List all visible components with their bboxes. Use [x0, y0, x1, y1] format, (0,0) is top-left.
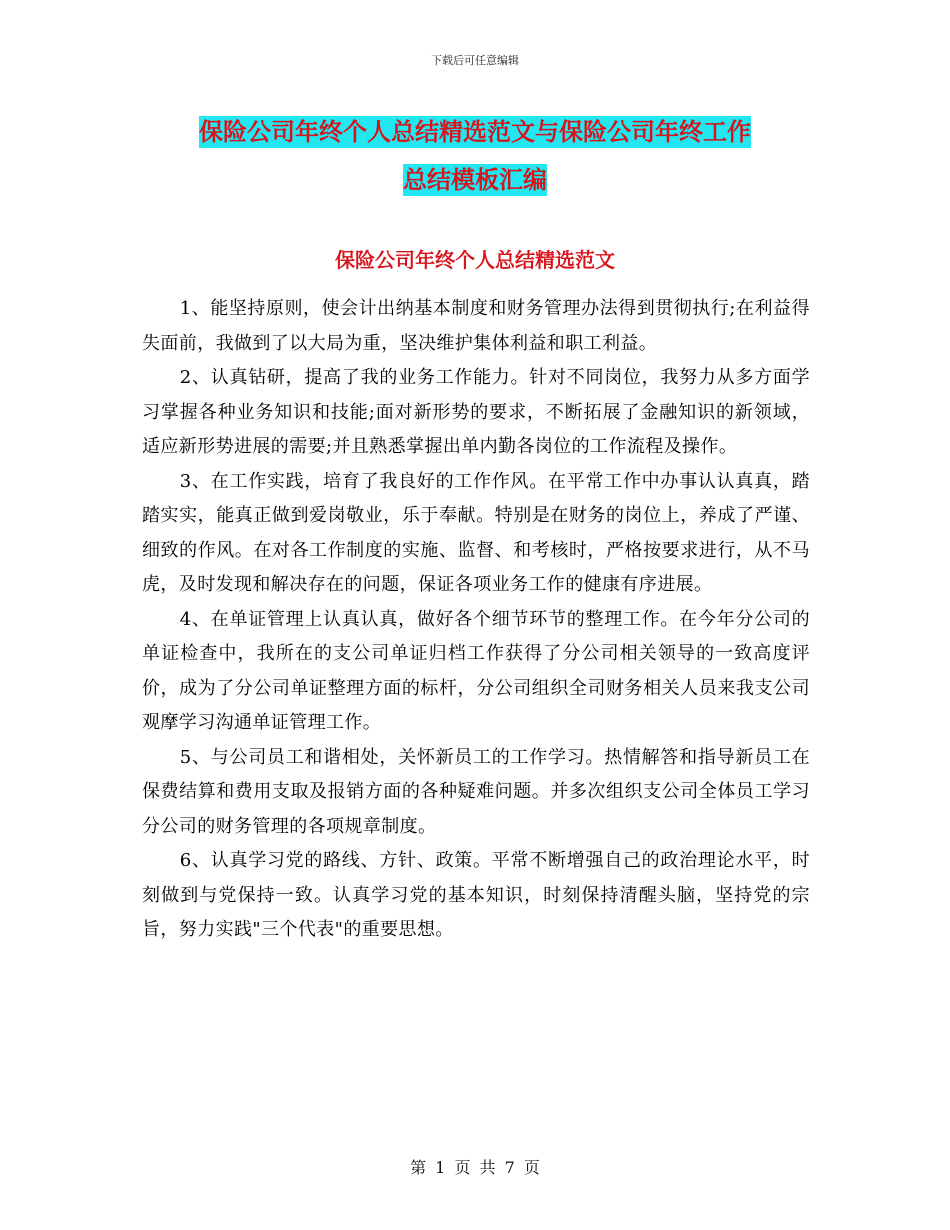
- page-number-footer: 第 1 页 共 7 页: [410, 1158, 540, 1177]
- document-title-line-2: 总结模板汇编: [403, 166, 547, 194]
- paragraph-1: 1、能坚持原则，使会计出纳基本制度和财务管理办法得到贯彻执行;在利益得失面前，我做到了以大局为重，坚决维护集体利益和职工利益。: [142, 298, 810, 354]
- header-note: 下载后可任意编辑: [431, 54, 519, 67]
- document-body: [142, 292, 810, 948]
- paragraph-2: 2、认真钻研，提高了我的业务工作能力。针对不同岗位，我努力从多方面学习掌握各种业务知识和技能;面对新形势的要求，不断拓展了金融知识的新领域，适应新形势进展的需要;并且熟悉掌握出单内勤各岗位的工作流程及操作。: [142, 367, 810, 457]
- paragraph-4: 4、在单证管理上认真认真，做好各个细节环节的整理工作。在今年分公司的单证检查中，我所在的支公司单证归档工作获得了分公司相关领导的一致高度评价，成为了分公司单证整理方面的标杆，分公司组织全司财务相关人员来我支公司观摩学习沟通单证管理工作。: [142, 608, 810, 733]
- document-title: [140, 108, 810, 204]
- paragraph-5: 5、与公司员工和谐相处，关怀新员工的工作学习。热情解答和指导新员工在保费结算和费用支取及报销方面的各种疑难问题。并多次组织支公司全体员工学习分公司的财务管理的各项规章制度。: [142, 746, 810, 837]
- paragraph-3: 3、在工作实践，培育了我良好的工作作风。在平常工作中办事认认真真，踏踏实实，能真正做到爱岗敬业，乐于奉献。特别是在财务的岗位上，养成了严谨、细致的作风。在对各工作制度的实施、监督、和考核时，严格按要求进行，从不马虎，及时发现和解决存在的问题，保证各项业务工作的健康有序进展。: [142, 470, 810, 595]
- paragraph-6: 6、认真学习党的路线、方针、政策。平常不断增强自己的政治理论水平，时刻做到与党保持一致。认真学习党的基本知识，时刻保持清醒头脑，坚持党的宗旨，努力实践"三个代表"的重要思想。: [142, 850, 810, 940]
- document-title-line-1: 保险公司年终个人总结精选范文与保险公司年终工作: [199, 118, 751, 146]
- section-title: 保险公司年终个人总结精选范文: [335, 248, 615, 272]
